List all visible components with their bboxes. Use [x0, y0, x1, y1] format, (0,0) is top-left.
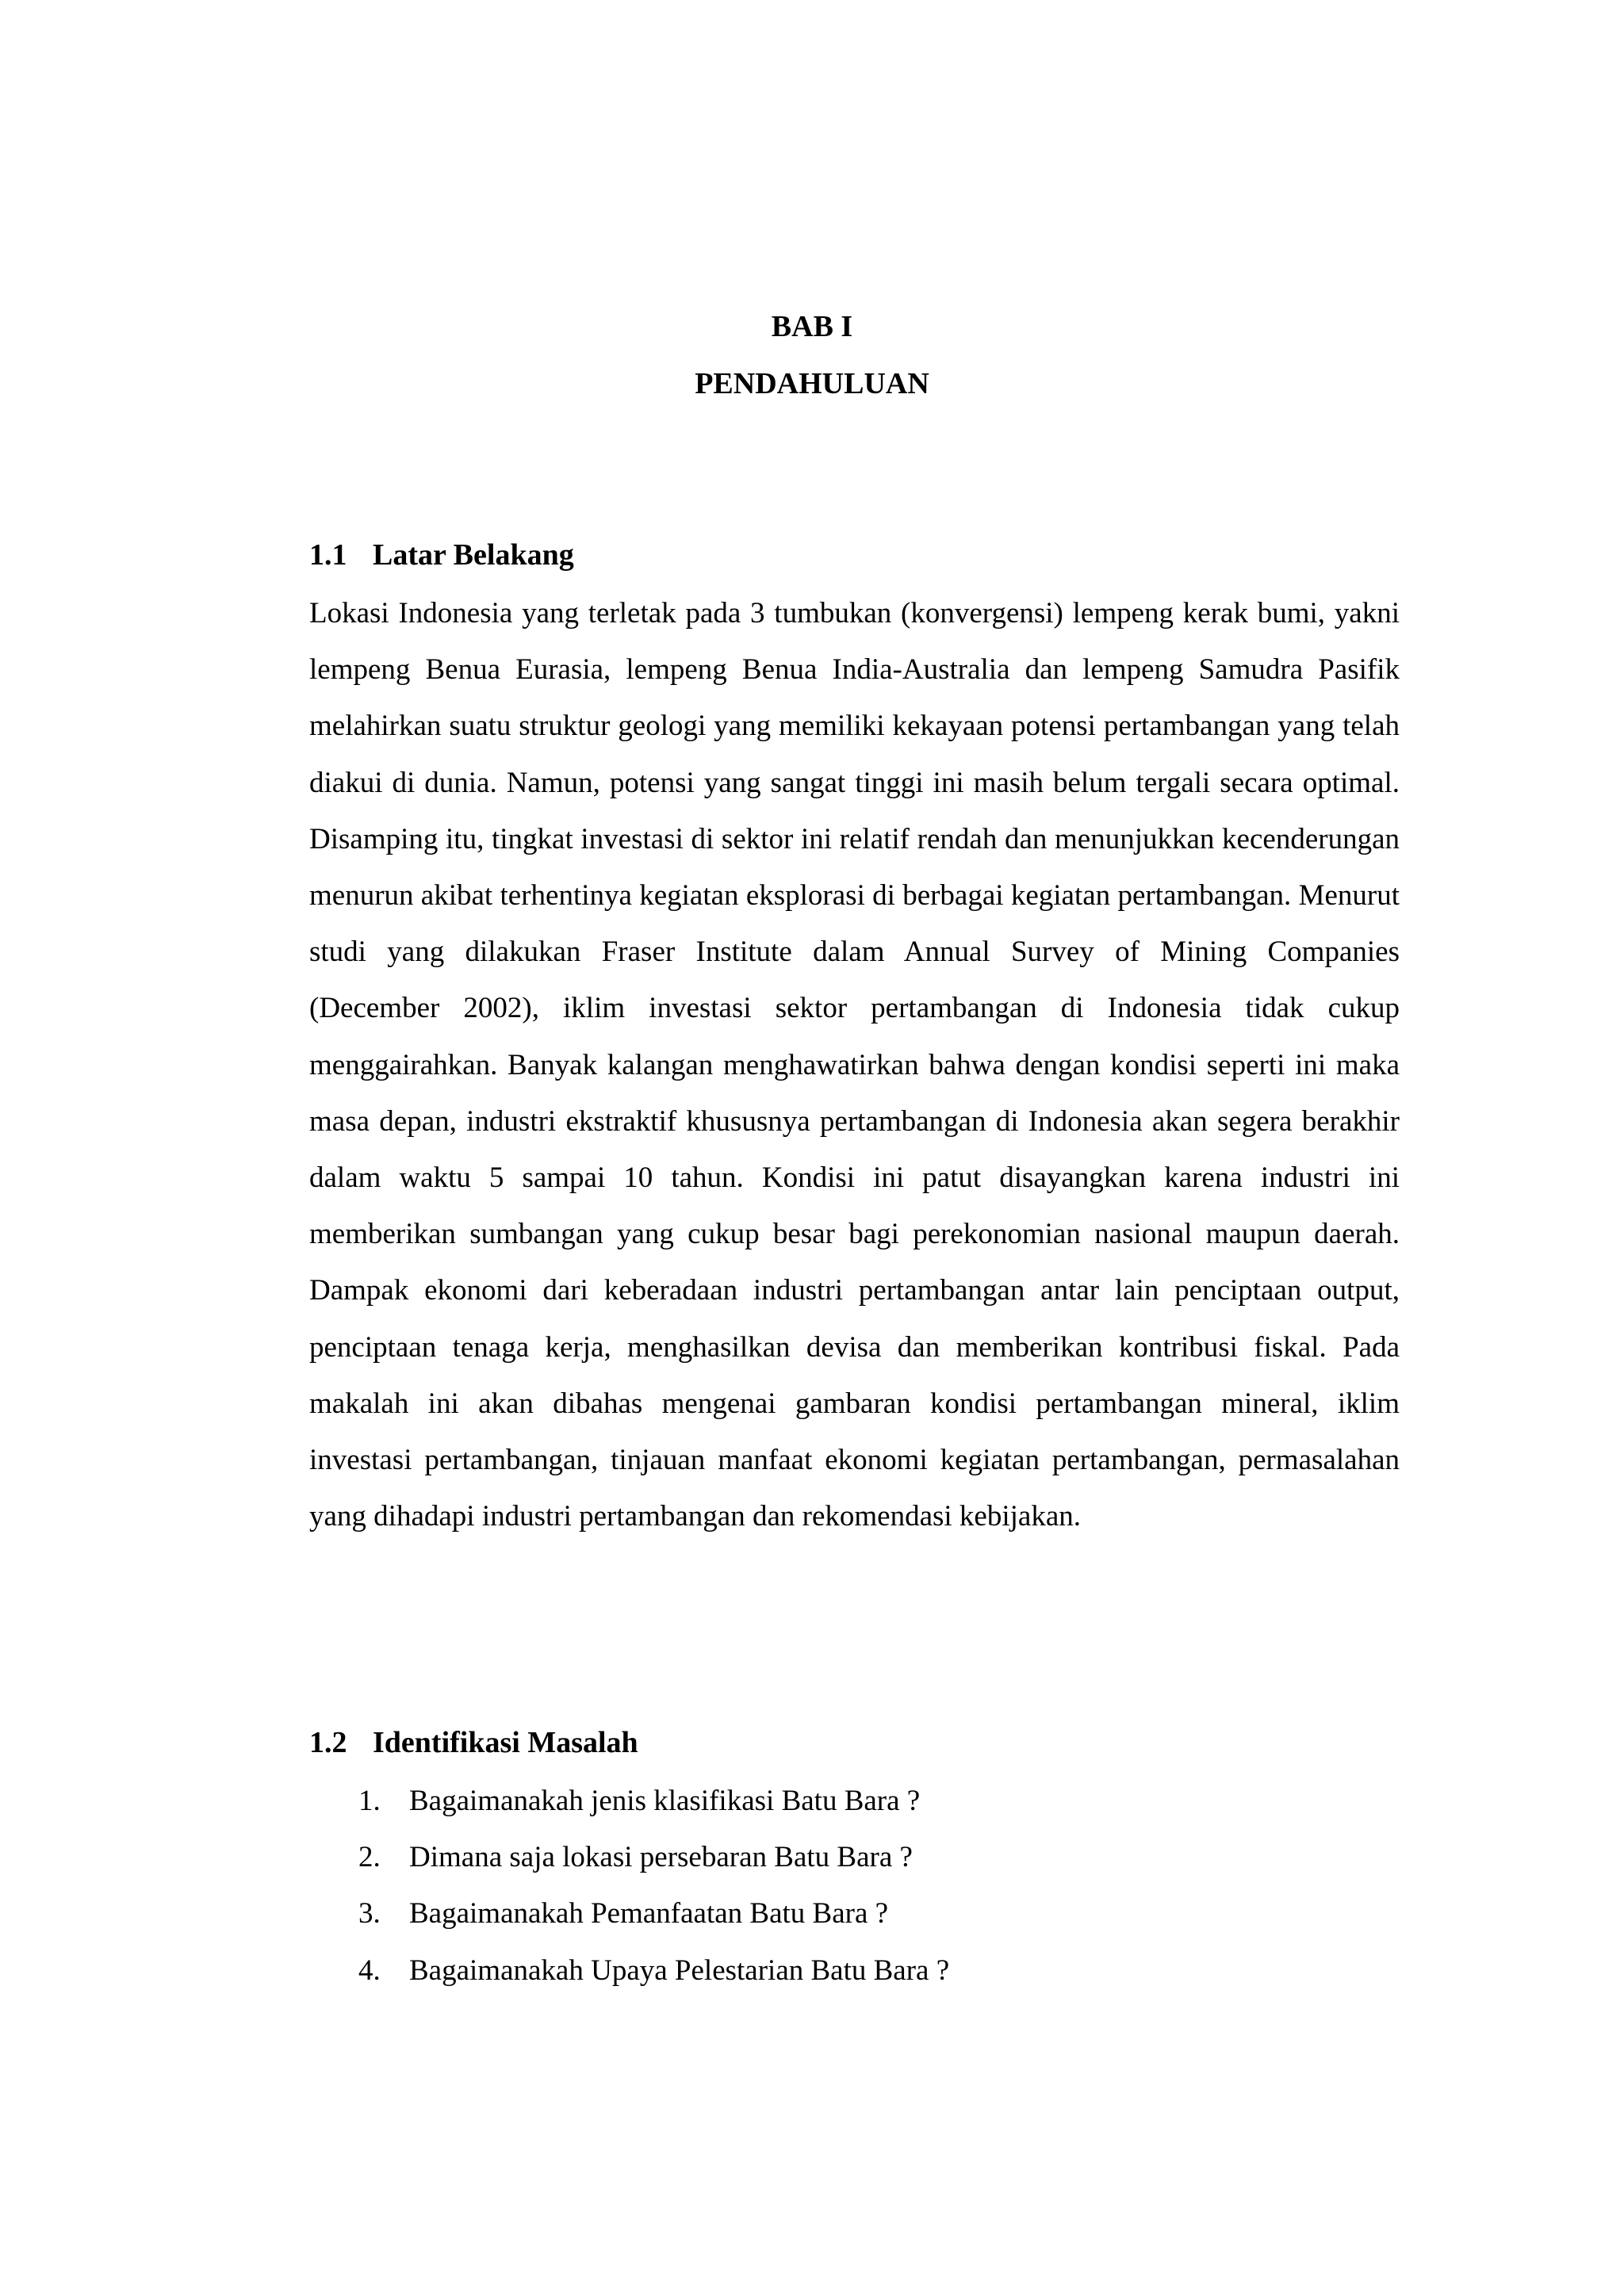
problem-list [309, 1773, 1400, 1999]
list-item-text: Dimana saja lokasi persebaran Batu Bara ? [409, 1841, 913, 1874]
chapter-number: BAB I [771, 310, 853, 343]
section-heading [309, 1724, 1400, 1762]
section-number: 1.2 [309, 1726, 347, 1759]
background-paragraph: Lokasi Indonesia yang terletak pada 3 tumbukan (konvergensi) lempeng kerak bumi, yakni lempeng Benua Eurasia, lempeng Benua India-Australia dan lempeng Samudra Pasifik melahirkan suatu struktur geologi yang memiliki kekayaan potensi pertambangan yang telah diakui di dunia. Namun, potensi yang sangat tinggi ini masih belum tergali secara optimal. Disamping itu, tingkat investasi di sektor ini relatif rendah dan menunjukkan kecenderungan menurun akibat terhentinya kegiatan eksplorasi di berbagai kegiatan pertambangan. Menurut studi yang dilakukan Fraser Institute dalam Annual Survey of Mining Companies (December 2002), iklim investasi sektor pertambangan di Indonesia tidak cukup menggairahkan. Banyak kalangan menghawatirkan bahwa dengan kondisi seperti ini maka masa depan, industri ekstraktif khususnya pertambangan di Indonesia akan segera berakhir dalam waktu 5 sampai 10 tahun. Kondisi ini patut disayangkan karena industri ini memberikan sumbangan yang cukup besar bagi perekonomian nasional maupun daerah. Dampak ekonomi dari keberadaan industri pertambangan antar lain penciptaan output, penciptaan tenaga kerja, menghasilkan devisa dan memberikan kontribusi fiskal. Pada makalah ini akan dibahas mengenai gambaran kondisi pertambangan mineral, iklim investasi pertambangan, tinjauan manfaat ekonomi kegiatan pertambangan, permasalahan yang dihadapi industri pertambangan dan rekomendasi kebijakan. [309, 597, 1400, 1533]
section-heading [309, 536, 1400, 574]
list-item-text: Bagaimanakah Upaya Pelestarian Batu Bara ? [409, 1954, 950, 1987]
section-title: Identifikasi Masalah [373, 1726, 638, 1759]
list-item-number: 4. [358, 1954, 381, 1987]
list-item-number: 1. [358, 1785, 381, 1817]
list-item [358, 1942, 1400, 1999]
list-item-text: Bagaimanakah Pemanfaatan Batu Bara ? [409, 1897, 889, 1931]
list-item [358, 1773, 1400, 1829]
section-latar-belakang [309, 536, 1400, 1544]
section-number: 1.1 [309, 538, 347, 572]
section-identifikasi-masalah [309, 1724, 1400, 1999]
chapter-title: PENDAHULUAN [695, 367, 929, 400]
list-item-number: 3. [358, 1897, 381, 1931]
list-item-number: 2. [358, 1841, 381, 1874]
list-item [358, 1885, 1400, 1942]
list-item-text: Bagaimanakah jenis klasifikasi Batu Bara ? [409, 1785, 921, 1817]
section-title: Latar Belakang [373, 538, 574, 572]
list-item [358, 1829, 1400, 1885]
